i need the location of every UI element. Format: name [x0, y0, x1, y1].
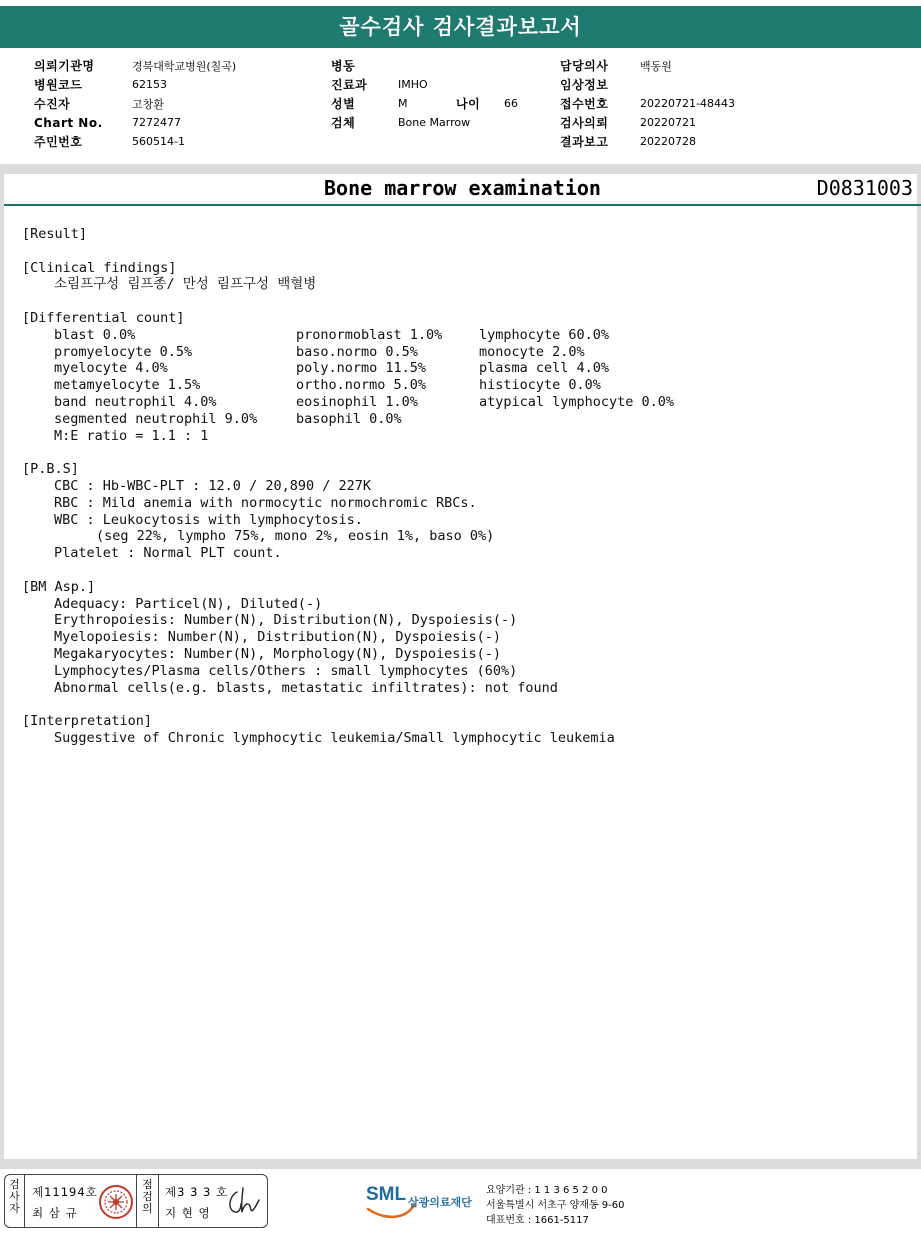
- patient-info-header: [0, 52, 921, 164]
- differential-cell: pronormoblast 1.0%: [296, 326, 443, 343]
- bm-asp-header: [BM Asp.]: [22, 578, 96, 595]
- examiner-label: [5, 1175, 25, 1228]
- pbs-wbc-detail: (seg 22%, lympho 75%, mono 2%, eosin 1%, baso 0%): [96, 528, 495, 545]
- differential-cell: blast 0.0%: [54, 326, 136, 343]
- lab-code: 요양기관 : 1 1 3 6 5 2 0 0: [486, 1185, 608, 1196]
- label-resident-number: 주민번호: [34, 135, 83, 149]
- differential-cell: baso.normo 0.5%: [296, 343, 418, 360]
- value-requesting-institution: 경북대학교병원(칠곡): [132, 59, 237, 73]
- label-age: 나이: [456, 97, 481, 111]
- pbs-rbc: RBC : Mild anemia with normocytic normochromic RBCs.: [54, 494, 477, 511]
- exam-title: Bone marrow examination: [324, 176, 601, 200]
- value-department: IMHO: [398, 78, 428, 91]
- differential-cell: [479, 411, 729, 428]
- examiner-seal-cell: [95, 1175, 137, 1228]
- lab-address: 서울특별시 서초구 양재동 9-60: [486, 1200, 625, 1211]
- bm-asp-line: Myelopoiesis: Number(N), Distribution(N), Dyspoiesis(-): [54, 629, 502, 646]
- signature-icon: [223, 1184, 263, 1220]
- label-department: 진료과: [331, 78, 368, 92]
- value-hospital-code: 62153: [132, 78, 167, 91]
- label-attending-physician: 담당의사: [560, 59, 609, 73]
- value-attending-physician: 백동원: [640, 59, 672, 73]
- value-request-date: 20220721: [640, 116, 696, 129]
- differential-row: [22, 327, 902, 344]
- label-specimen: 검체: [331, 116, 356, 130]
- footer-divider: [0, 1159, 921, 1169]
- value-chart-number: 7272477: [132, 116, 181, 129]
- lab-phone: 대표번호 : 1661-5117: [486, 1215, 589, 1226]
- label-ward: 병동: [331, 59, 356, 73]
- label-patient-name: 수진자: [34, 97, 71, 111]
- examiner-license: 제11194호: [32, 1185, 98, 1199]
- document-title: 골수검사 검사결과보고서: [0, 6, 921, 48]
- bm-asp-line: Lymphocytes/Plasma cells/Others : small lymphocytes (60%): [54, 662, 518, 679]
- reviewer-name: 지 현 영: [165, 1206, 211, 1220]
- label-chart-number: Chart No.: [34, 115, 103, 130]
- me-ratio: M:E ratio = 1.1 : 1: [54, 427, 209, 444]
- differential-cell: lymphocyte 60.0%: [479, 326, 610, 343]
- value-report-date: 20220728: [640, 135, 696, 148]
- label-requesting-institution: 의뢰기관명: [34, 59, 95, 73]
- differential-cell: plasma cell 4.0%: [479, 360, 610, 377]
- interpretation-header: [Interpretation]: [22, 713, 153, 730]
- clinical-findings-header: [Clinical findings]: [22, 259, 177, 276]
- bm-asp-line: Megakaryocytes: Number(N), Morphology(N), Dyspoiesis(-): [54, 645, 502, 662]
- header-column-3: [560, 56, 735, 151]
- differential-cell: monocyte 2.0%: [479, 343, 585, 360]
- organization-name: 삼광의료재단: [408, 1196, 472, 1209]
- differential-cell: segmented neutrophil 9.0%: [54, 410, 258, 427]
- signature-box: [4, 1174, 268, 1228]
- examiner-label-text: 검사자: [9, 1178, 20, 1215]
- label-receipt-number: 접수번호: [560, 97, 609, 111]
- header-column-1: [34, 56, 236, 151]
- interpretation-text: Suggestive of Chronic lymphocytic leukemia/Small lymphocytic leukemia: [54, 729, 615, 746]
- exam-code: D0831003: [816, 176, 913, 200]
- differential-row: [22, 411, 902, 428]
- lab-info: [486, 1183, 625, 1228]
- value-sex: M: [398, 97, 408, 110]
- official-seal-icon: [96, 1182, 136, 1222]
- label-sex: 성별: [331, 97, 356, 111]
- differential-count-header: [Differential count]: [22, 309, 185, 326]
- differential-cell: basophil 0.0%: [296, 410, 402, 427]
- value-receipt-number: 20220721-48443: [640, 97, 735, 110]
- differential-cell: band neutrophil 4.0%: [54, 393, 217, 410]
- reviewer-label-text: 점검의: [142, 1178, 153, 1215]
- clinical-findings-text: 소림프구성 림프종/ 만성 림프구성 백혈병: [54, 276, 317, 293]
- differential-row: [22, 377, 902, 394]
- reviewer-license: 제3 3 3 호: [165, 1185, 229, 1199]
- page-right-border: [917, 174, 921, 1159]
- differential-row: [22, 394, 902, 411]
- sml-logo-text: SML: [366, 1184, 407, 1205]
- value-specimen: Bone Marrow: [398, 116, 471, 129]
- label-report-date: 결과보고: [560, 135, 609, 149]
- label-request-date: 검사의뢰: [560, 116, 609, 130]
- value-age: 66: [504, 97, 518, 110]
- reviewer-label: [137, 1175, 159, 1228]
- differential-cell: ortho.normo 5.0%: [296, 377, 427, 394]
- differential-cell: promyelocyte 0.5%: [54, 343, 193, 360]
- differential-cell: poly.normo 11.5%: [296, 360, 427, 377]
- value-patient-name: 고창환: [132, 97, 164, 111]
- result-header: [Result]: [22, 226, 88, 242]
- header-column-2: [331, 56, 518, 132]
- header-divider: [0, 164, 921, 174]
- label-hospital-code: 병원코드: [34, 78, 83, 92]
- differential-cell: metamyelocyte 1.5%: [54, 377, 201, 394]
- bm-asp-line: Adequacy: Particel(N), Diluted(-): [54, 595, 323, 612]
- pbs-platelet: Platelet : Normal PLT count.: [54, 545, 282, 562]
- exam-title-bar: [4, 174, 921, 206]
- pbs-wbc: WBC : Leukocytosis with lymphocytosis.: [54, 511, 363, 528]
- bm-asp-line: Erythropoiesis: Number(N), Distribution(N), Dyspoiesis(-): [54, 612, 518, 629]
- page-left-border: [0, 174, 4, 1159]
- pbs-cbc: CBC : Hb-WBC-PLT : 12.0 / 20,890 / 227K: [54, 477, 371, 494]
- report-body: [22, 226, 902, 747]
- differential-cell: atypical lymphocyte 0.0%: [479, 393, 675, 410]
- differential-cell: histiocyte 0.0%: [479, 377, 601, 394]
- differential-cell: myelocyte 4.0%: [54, 360, 168, 377]
- label-clinical-info: 임상정보: [560, 78, 609, 92]
- value-resident-number: 560514-1: [132, 135, 185, 148]
- examiner-name: 최 삼 규: [32, 1206, 78, 1220]
- bm-asp-line: Abnormal cells(e.g. blasts, metastatic infiltrates): not found: [54, 679, 558, 696]
- pbs-header: [P.B.S]: [22, 461, 79, 478]
- differential-row: [22, 344, 902, 361]
- differential-row: [22, 360, 902, 377]
- differential-cell: eosinophil 1.0%: [296, 393, 418, 410]
